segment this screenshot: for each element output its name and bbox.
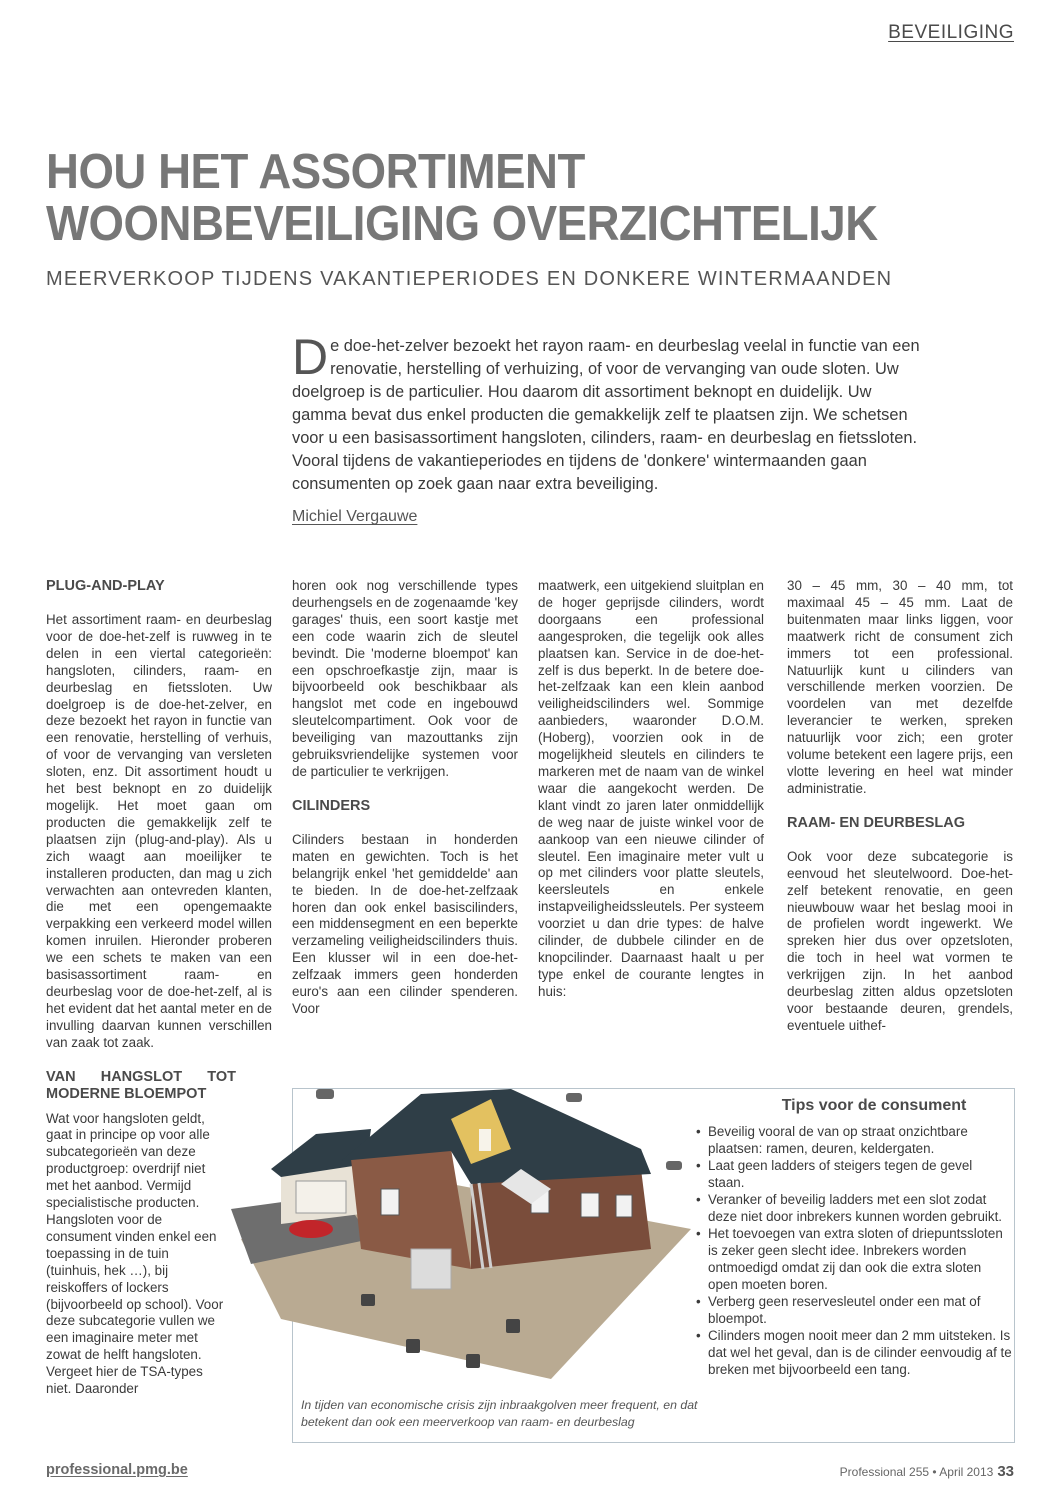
window	[616, 1195, 632, 1217]
window	[381, 1189, 399, 1215]
house-illustration	[221, 1089, 701, 1389]
paragraph-col2: horen ook nog verschillende types deurhengsels en de zogenaamde 'key garages' thuis, een soort kastje met een code waarin zich de sleutel bevindt. Die 'moderne bloempot' kan een opschroefkastje zijn, maar is bijvoorbeeld ook beschikbaar als hangslot met code en ingebouwd sleutelcompartiment. Ook voor de beveiliging van mazouttanks zijn gebruiksvriendelijke systemen voor de particulier te verkrijgen.	[292, 578, 518, 779]
article-title	[46, 146, 957, 250]
section-tag: BEVEILIGING	[888, 22, 1014, 43]
figure-caption: In tijden van economische crisis zijn inbraakgolven meer frequent, en dat betekent dan ook een meerverkoop van raam- en deurbeslag	[301, 1398, 698, 1429]
paragraph-col4: 30 – 45 mm, 30 – 40 mm, tot maximaal 45 – 45 mm. Laat de buitenmaten maar links liggen, voor maatwerk richt de consument zich immers tot een professional. Natuurlijk kunt u cilinders van verschillende merken voorzien. De voordelen van met dezelfde leverancier te werken, spreken natuurlijk voor zich; een groter volume betekent een lagere prijs, een vlotte levering en heel wat minder administratie.	[787, 578, 1013, 796]
red-car	[289, 1220, 333, 1238]
tip-item: • Het toevoegen van extra sloten of driepuntssloten is zeker geen slecht idee. Inbrekers worden ontmoedigd omdat zij dan ook die extra sloten open moeten boren.	[696, 1225, 1012, 1293]
attic-door	[479, 1129, 491, 1151]
intro-text: e doe-het-zelver bezoekt het rayon raam- en deurbeslag veelal in functie van een renovatie, herstelling of verhuizing, of voor de vervanging van oude sloten. Uw doelgroep is de particulier. Hou daarom dit assortiment beknopt en duidelijk. Uw gamma bevat dus enkel producten die gemakkelijk zelf te plaatsen zijn. We schetsen voor u een basisassortiment hangsloten, cilinders, raam- en deurbeslag en fietssloten. Vooral tijdens de vakantieperiodes en tijdens de 'donkere' wintermaanden gaan consumenten op zoek gaan naar extra beveiliging.	[292, 337, 920, 493]
heading-plug-and-play: PLUG-AND-PLAY	[46, 578, 165, 594]
heading-hangslot: VAN HANGSLOT TOT MODERNE BLOEMPOT	[46, 1068, 236, 1102]
fence	[411, 1249, 451, 1289]
tips-list	[696, 1123, 1012, 1378]
paragraph-col3: maatwerk, een uitgekiend sluitplan en de hoger geprijsde cilinders, wordt doorgaans een professional aangesproken, die tegelijk ook alles plaatsen kan. Service in de doe-het-zelf is dus beperkt. In de betere doe-het-zelfzaak kan een klein aanbod veiligheidscilinders wel. Sommige aanbieders, waaronder D.O.M. (Hoberg), voorzien ook in de mogelijkheid sleutels en cilinders te markeren met de naam van de winkel waar die aangekocht werden. De klant vindt zo jaren later onmiddellijk de weg naar de juiste winkel voor de aankoop van een nieuwe cilinder of sleutel. Een imaginaire meter vult u op met cilinders voor platte sleutels, keersleutels en enkele instapveiligheidssleutels. Per systeem voorziet u dan drie types: de halve cilinder, de dubbele cilinder en de knopcilinder. Daarnaast haalt u per type enkel de courante lengtes in huis:	[538, 578, 764, 999]
intro-paragraph	[292, 329, 922, 496]
paragraph-raam-deurbeslag: Ook voor deze subcategorie is eenvoud het sleutelwoord. Doe-het-zelf betekent renovatie, en geen nieuwbouw waar het beslag mooi in de profielen wordt ingewerkt. We spreken hier dus over opzetsloten, die toch in heel wat vormen te verkrijgen zijn. In het aanbod deurbeslag zitten aldus opzetsloten voor bestaande deuren, grendels, eventuele uithef-	[787, 848, 1013, 1033]
column-3	[538, 578, 764, 1001]
window	[581, 1193, 599, 1217]
tips-title: Tips voor de consument	[781, 1097, 967, 1114]
page-number: 33	[997, 1463, 1014, 1480]
house-illustration-box	[292, 1088, 1015, 1443]
heading-raam-deurbeslag: RAAM- EN DEURBESLAG	[787, 814, 966, 831]
paragraph-plug-and-play: Het assortiment raam- en deurbeslag voor de doe-het-zelf is ruwweg in te delen in een viertal categorieën: hangsloten, cilinders, raam- en deurbeslag en fietssloten. Uw doelgroep is de doe-het-zelver, en deze bezoekt het rayon in functie van een renovatie, herstelling of verhuis, of voor de vervanging van versleten sloten, enz. Dit assortiment houdt u het best beknopt en zo duidelijk mogelijk. Het moet gaan om producten die gemakkelijk zelf te plaatsen zijn (plug-and-play). Als u zich waagt aan moeilijker te installeren producten, dan mag u zich verwachten aan ontevreden klanten, die met een opengemaakte verpakking een verkeerd model willen komen inruilen. Hieronder proberen we een schets te maken van een basisassortiment raam- en deurbeslag voor de doe-het-zelf, al is het evident dat het aantal meter en de invulling daarvan kunnen verschillen van zaak tot zaak.	[46, 612, 272, 1050]
column-4	[787, 578, 1013, 1035]
footer-site-link[interactable]: professional.pmg.be	[46, 1462, 188, 1478]
article-subtitle: MEERVERKOOP TIJDENS VAKANTIEPERIODES EN DONKERE WINTERMAANDEN	[46, 268, 893, 290]
heading-cilinders: CILINDERS	[292, 797, 371, 814]
dropcap: D	[292, 329, 329, 385]
tip-item: • Beveilig vooral de van op straat onzichtbare plaatsen: ramen, deuren, keldergaten.	[696, 1123, 1012, 1157]
title-line-1: HOU HET ASSORTIMENT	[46, 145, 585, 199]
issue-info: Professional 255 • April 2013	[839, 1465, 994, 1479]
tip-item: • Verberg geen reservesleutel onder een mat of bloempot.	[696, 1293, 1012, 1327]
paragraph-hangslot: Wat voor hangsloten geldt, gaat in principe op voor alle subcategorieën van deze productgroep: overdrijf niet met het aanbod. Vermijd specialistische producten. Hangsloten voor de consument vinden enkel een toepassing in de tuin (tuinhuis, hek …), bij reiskoffers of lockers (bijvoorbeeld op school). Voor deze subcategorie vullen we een imaginaire meter met zowat de helft hangsloten. Vergeet hier de TSA-types niet. Daaronder	[46, 1110, 224, 1397]
tip-item: • Veranker of beveilig ladders met een slot zodat deze niet door inbrekers kunnen worden gebruikt.	[696, 1191, 1012, 1225]
footer-issue	[840, 1463, 1014, 1480]
tip-item: • Laat geen ladders of steigers tegen de gevel staan.	[696, 1157, 1012, 1191]
garage-door	[296, 1181, 346, 1213]
column-2	[292, 578, 518, 1018]
tips-box	[696, 1097, 1012, 1378]
author-byline[interactable]: Michiel Vergauwe	[292, 508, 418, 525]
tip-item: • Cilinders mogen nooit meer dan 2 mm uitsteken. Is dat wel het geval, dan is de cilinder eenvoudig af te breken met bijvoorbeeld een tang.	[696, 1327, 1012, 1378]
paragraph-cilinders: Cilinders bestaan in honderden maten en gewichten. Toch is het belangrijk enkel 'het gemiddelde' aan te bieden. In de doe-het-zelfzaak horen dan ook enkel basiscilinders, een middensegment en een beperkte verzameling veiligheidscilinders thuis. Een klusser wil in een doe-het-zelfzaak immers geen honderden euro's aan een cilinder spenderen. Voor	[292, 831, 518, 1016]
title-line-2: WOONBEVEILIGING OVERZICHTELIJK	[46, 197, 878, 251]
